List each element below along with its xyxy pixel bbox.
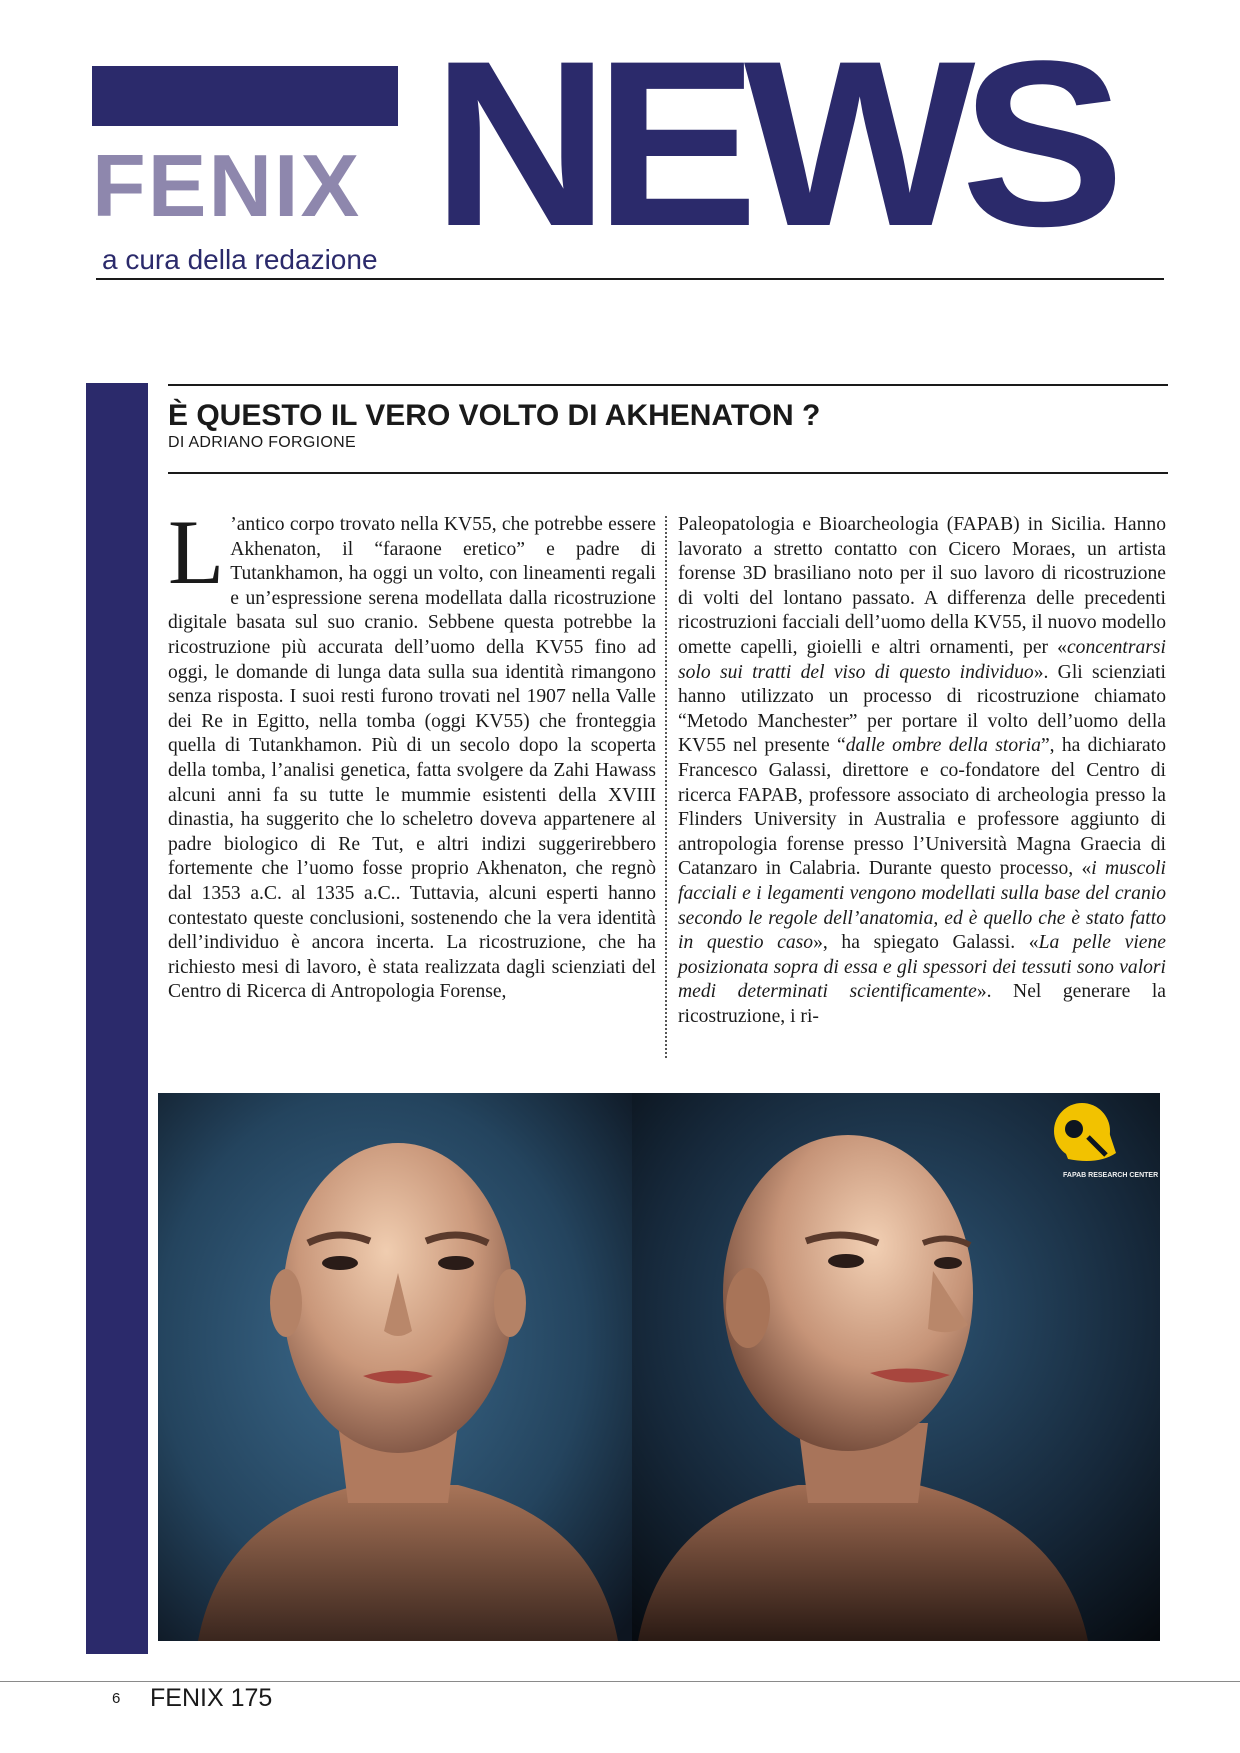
column-right-quote: i muscoli facciali e i legamenti vengono modellati sulla base del cranio secondo le regole dell’anatomia, ed è quello che è stato fatto in questio caso <box>678 858 1167 954</box>
column-left-text: ’antico corpo trovato nella KV55, che potrebbe essere Akhenaton, il “faraone eretico” e padre di Tutankhamon, ha oggi un volto, con lineamenti regali e un’espressione serena modellata dalla ricostruzione digitale basata sul suo cranio. Sebbene questa potrebbe la ricostruzione più accurata dell’uomo della KV55 fino ad oggi, le domande di lunga data sulla sua identità rimangono senza risposta. I suoi resti furono trovati nel 1907 nella Valle dei Re in Egitto, nella tomba (oggi KV55) che fronteggia quella di Tutankhamon. Più di un secolo dopo la scoperta della tomba, l’analisi genetica, fatta svolgere da Zahi Hawass alcuni anni fa su tutte le mummie esistenti della XVIII dinastia, ha suggerito che lo scheletro doveva appartenere al padre biologico di Re Tut, e altri indizi suggerirebbero fortemente che l’uomo fosse proprio Akhenaton, che regnò dal 1353 a.C. al 1335 a.C.. Tuttavia, alcuni esperti hanno contestato queste conclusioni, sostenendo che la vera identità dell’individuo è ancora incerta. La ricostruzione, che ha richiesto mesi di lavoro, è stata realizzata dagli scienziati del Centro di Ricerca di Antropologia Forense, <box>168 514 656 1003</box>
title-rule-top <box>168 384 1168 386</box>
column-right-segment: Paleopatologia e Bioarcheologia (FAPAB) in Sicilia. Hanno lavorato a stretto contatto con Cicero Moraes, un artista forense 3D brasiliano noto per il suo lavoro di ricostruzione di volti del lontano passato. A differenza delle precedenti ricostruzioni facciali dell’uomo della KV55, il nuovo modello omette capelli, gioielli e altri ornamenti, per « <box>678 514 1166 658</box>
drop-cap: L <box>168 501 225 603</box>
column-right-segment: ». Gli scienziati hanno utilizzato un processo di ricostruzione chiamato “Metodo Manchester” per portare il volto dell’uomo della KV55 nel presente “ <box>678 661 1166 757</box>
reconstruction-photo <box>158 1093 1160 1641</box>
article-side-bar <box>86 383 148 1654</box>
masthead-bar <box>92 66 398 126</box>
column-right-text <box>678 513 1166 1029</box>
masthead-rule <box>96 278 1164 280</box>
column-right-segment: », ha spiegato Galassi. « <box>813 932 1039 954</box>
article-byline: DI ADRIANO FORGIONE <box>168 434 356 451</box>
page-number: 6 <box>112 1690 121 1707</box>
issue-label: FENIX 175 <box>150 1684 273 1712</box>
title-rule-bottom <box>168 472 1168 474</box>
article-column-right <box>678 513 1166 1065</box>
fapab-logo-text: FAPAB RESEARCH CENTER <box>1063 1172 1159 1179</box>
column-right-quote: concentrarsi solo sui tratti del viso di questo individuo <box>678 636 1166 683</box>
column-right-quote: La pelle viene posizionata sopra di essa e gli spessori dei tessuti sono valori medi determinati scientificamente <box>678 932 1166 1003</box>
column-right-quote: dalle ombre della storia <box>845 735 1041 757</box>
column-right-segment: ». Nel generare la ricostruzione, i ri- <box>678 981 1166 1027</box>
article-title: È QUESTO IL VERO VOLTO DI AKHENATON ? <box>168 399 821 432</box>
masthead-news: NEWS <box>432 12 1111 276</box>
column-right-segment: ”, ha dichiarato Francesco Galassi, direttore e co-fondatore del Centro di ricerca FAPAB, professore associato di archeologia presso la Flinders University in Australia e professore aggiunto di antropologia forense presso l’Università Magna Graecia di Catanzaro in Calabria. Durante questo processo, « <box>678 735 1166 880</box>
masthead-fenix: FENIX <box>92 136 362 235</box>
footer-rule <box>0 1681 1240 1682</box>
article-column-left <box>168 501 656 1065</box>
column-divider <box>665 516 667 1058</box>
masthead-subtitle: a cura della redazione <box>102 244 378 275</box>
